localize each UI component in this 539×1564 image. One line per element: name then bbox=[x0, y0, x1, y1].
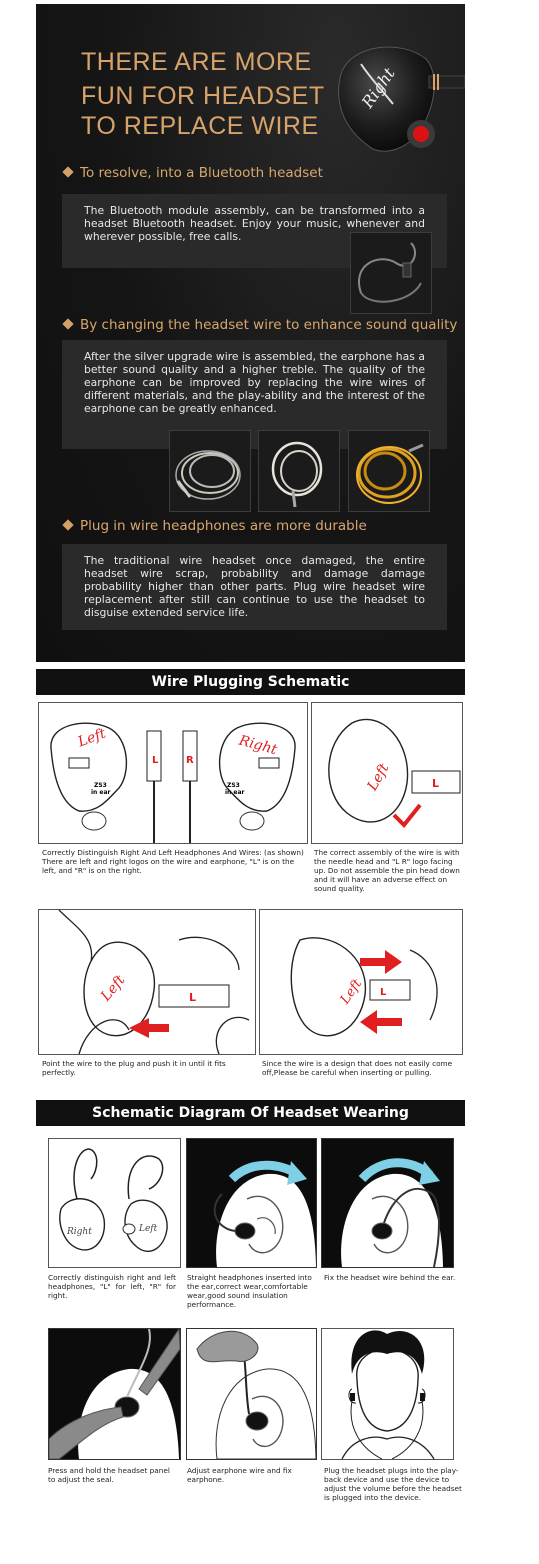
wearing-panel-behind-ear bbox=[321, 1138, 454, 1268]
wearing-panel-plug bbox=[321, 1328, 454, 1460]
section-body-durable: The traditional wire headset once damaged, the entire headset wire scrap, probability and damage damage probability higher than other parts. Plug wire headset wire replacement after still can continue to use the headset to disguise extended service life. bbox=[62, 544, 447, 630]
hero-title-line-3: TO REPLACE WIRE bbox=[81, 112, 319, 140]
wearing-panel-press bbox=[48, 1328, 181, 1460]
wire-caption-3: Point the wire to the plug and push it in until it fits perfectly. bbox=[42, 1059, 226, 1077]
hero-title-line-1: THERE ARE MORE bbox=[81, 48, 312, 76]
wearing-caption-4: Press and hold the headset panel to adjust the seal. bbox=[48, 1466, 170, 1484]
svg-text:Left: Left bbox=[75, 725, 109, 751]
cable-image-clear bbox=[258, 430, 340, 512]
wearing-caption-6: Plug the headset plugs into the play-back device and use the device to adjust the volume before the headset is plugged into the device. bbox=[324, 1466, 462, 1502]
svg-text:Left: Left bbox=[364, 760, 393, 794]
hero-panel bbox=[36, 4, 465, 662]
section-body-bluetooth: The Bluetooth module assembly, can be transformed into a headset Bluetooth headset. Enjoy your music, whenever and wherever possible, free calls. bbox=[62, 194, 447, 268]
wire-panel-correct-assembly bbox=[311, 702, 463, 844]
right-sub-label: in ear bbox=[225, 789, 245, 796]
left-sub-label: in ear bbox=[91, 789, 111, 796]
section-heading-sound-quality: By changing the headset wire to enhance sound quality bbox=[64, 317, 457, 333]
wearing-caption-2: Straight headphones inserted into the ear,correct wear,comfortable wear,good sound insulation performance. bbox=[187, 1273, 312, 1309]
svg-text:Right: Right bbox=[237, 732, 279, 759]
wearing-banner: Schematic Diagram Of Headset Wearing bbox=[36, 1100, 465, 1126]
wearing-caption-3: Fix the headset wire behind the ear. bbox=[324, 1273, 456, 1282]
cable-image-silver bbox=[169, 430, 251, 512]
r-label: R bbox=[186, 755, 194, 766]
svg-text:L: L bbox=[189, 991, 197, 1004]
earphone-product-image bbox=[321, 34, 465, 164]
wire-panel-left-right bbox=[38, 702, 308, 844]
wire-caption-2: The correct assembly of the wire is with the needle head and "L R" logo facing up. Do not assemble the pin head down and it will have an adverse effect on sound quality. bbox=[314, 848, 460, 893]
right-model-label: ZS3 bbox=[227, 782, 240, 789]
diamond-bullet-icon bbox=[62, 519, 73, 530]
svg-text:L: L bbox=[432, 777, 440, 790]
section-body-sound-quality: After the silver upgrade wire is assembled, the earphone has a better sound quality and a higher treble. The quality of the earphone can be improved by replacing the wire wires of different materials, and the play-ability and the interest of the earphone can be greatly enhanced. bbox=[62, 340, 447, 449]
wearing-caption-5: Adjust earphone wire and fix earphone. bbox=[187, 1466, 292, 1484]
svg-text:L: L bbox=[380, 987, 387, 998]
cable-image-gold bbox=[348, 430, 430, 512]
svg-text:Left: Left bbox=[97, 972, 129, 1005]
section-heading-durable: Plug in wire headphones are more durable bbox=[64, 518, 367, 534]
bluetooth-cable-image bbox=[350, 232, 432, 314]
section-heading-bluetooth: To resolve, into a Bluetooth headset bbox=[64, 165, 323, 181]
svg-text:Left: Left bbox=[139, 1224, 158, 1234]
hero-title-line-2: FUN FOR HEADSET bbox=[81, 82, 325, 110]
wire-panel-push-in bbox=[38, 909, 256, 1055]
wearing-caption-1: Correctly distinguish right and left headphones, "L" for left, "R" for right. bbox=[48, 1273, 176, 1300]
wire-panel-careful bbox=[259, 909, 463, 1055]
svg-text:Left: Left bbox=[337, 976, 366, 1008]
diamond-bullet-icon bbox=[62, 318, 73, 329]
wearing-panel-insert bbox=[186, 1138, 317, 1268]
wire-caption-4: Since the wire is a design that does not easily come off,Please be careful when inserting or pulling. bbox=[262, 1059, 453, 1077]
l-label: L bbox=[152, 755, 159, 766]
wearing-panel-distinguish bbox=[48, 1138, 181, 1268]
wire-caption-1: Correctly Distinguish Right And Left Headphones And Wires: (as shown) There are left and right logos on the wire and earphone, "L" is on the left, and "R" is on the right. bbox=[42, 848, 304, 875]
svg-text:Right: Right bbox=[357, 64, 399, 112]
wearing-panel-adjust bbox=[186, 1328, 317, 1460]
wire-plugging-banner: Wire Plugging Schematic bbox=[36, 669, 465, 695]
svg-text:Right: Right bbox=[67, 1227, 92, 1237]
diamond-bullet-icon bbox=[62, 166, 73, 177]
left-model-label: ZS3 bbox=[94, 782, 107, 789]
